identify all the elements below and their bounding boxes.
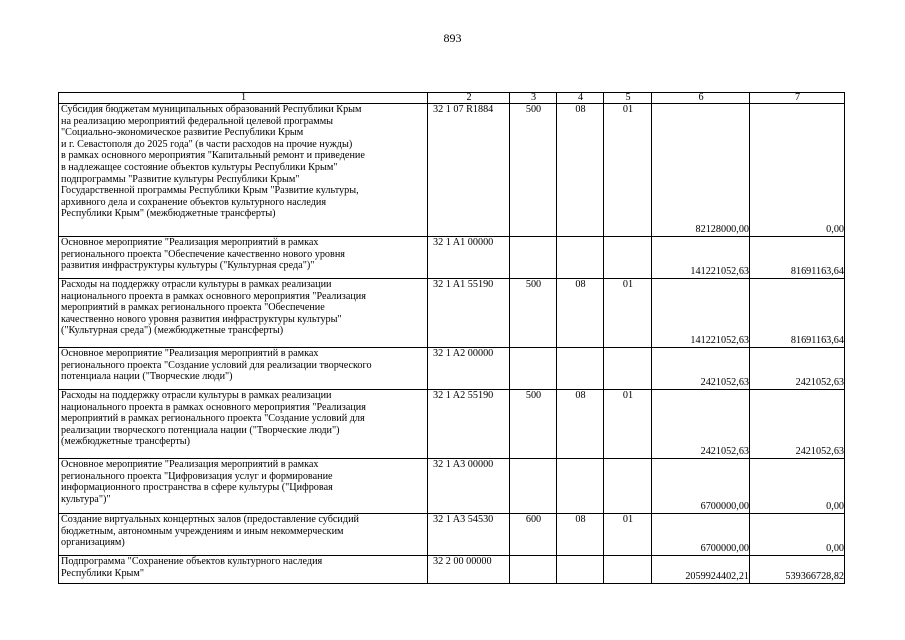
page-number: 893 xyxy=(443,31,462,45)
header-cell: 7 xyxy=(750,93,845,104)
row-col5 xyxy=(604,348,652,390)
row-code: 32 1 A3 00000 xyxy=(428,459,510,514)
row-code: 32 1 A3 54530 xyxy=(428,514,510,556)
row-col5: 01 xyxy=(604,279,652,348)
row-col6: 6700000,00 xyxy=(652,514,750,556)
row-col7: 2421052,63 xyxy=(750,348,845,390)
header-cell: 6 xyxy=(652,93,750,104)
row-col6: 82128000,00 xyxy=(652,104,750,237)
table-row xyxy=(59,104,845,237)
row-col3 xyxy=(510,237,557,279)
row-col3 xyxy=(510,556,557,584)
row-col5 xyxy=(604,459,652,514)
row-col7: 0,00 xyxy=(750,104,845,237)
row-col7: 539366728,82 xyxy=(750,556,845,584)
row-code: 32 1 A2 00000 xyxy=(428,348,510,390)
row-col6: 6700000,00 xyxy=(652,459,750,514)
header-cell: 4 xyxy=(557,93,604,104)
row-col3: 500 xyxy=(510,104,557,237)
row-code: 32 1 A1 00000 xyxy=(428,237,510,279)
header-cell: 5 xyxy=(604,93,652,104)
row-col5 xyxy=(604,556,652,584)
table-row xyxy=(59,556,845,584)
row-col4: 08 xyxy=(557,279,604,348)
row-name: Создание виртуальных концертных залов (предоставление субсидий бюджетным, автономным учреждениям и иным некоммерческим организациям) xyxy=(59,514,428,556)
row-col7: 81691163,64 xyxy=(750,237,845,279)
row-col3 xyxy=(510,459,557,514)
row-name: Основное мероприятие "Реализация мероприятий в рамках регионального проекта "Обеспечение качественно нового уровня развития инфраструктуры культуры ("Культурная среда")" xyxy=(59,237,428,279)
row-col7: 81691163,64 xyxy=(750,279,845,348)
row-name: Основное мероприятие "Реализация мероприятий в рамках регионального проекта "Создание условий для реализации творческого потенциала нации ("Творческие люди") xyxy=(59,348,428,390)
row-col3: 500 xyxy=(510,279,557,348)
header-cell: 1 xyxy=(59,93,428,104)
table-row xyxy=(59,279,845,348)
row-code: 32 2 00 00000 xyxy=(428,556,510,584)
row-col6: 2421052,63 xyxy=(652,348,750,390)
row-name: Субсидия бюджетам муниципальных образований Республики Крым на реализацию мероприятий федеральной целевой программы "Социально-экономическое развитие Республики Крым и г. Севастополя до 2025 года" (в части расходов на прочие нужды) в рамках основного мероприятия "Капитальный ремонт и приведение в надлежащее состояние объектов культуры Республики Крым" подпрограммы "Развитие культуры Республики Крым" Государственной программы Республики Крым "Развитие культуры, архивного дела и сохранение объектов культурного наследия Республики Крым" (межбюджетные трансферты) xyxy=(59,104,428,237)
row-col3: 600 xyxy=(510,514,557,556)
table-row xyxy=(59,459,845,514)
row-col7: 0,00 xyxy=(750,514,845,556)
row-name: Расходы на поддержку отрасли культуры в рамках реализации национального проекта в рамках основного мероприятия "Реализация мероприятий в рамках регионального проекта "Создание условий для реализации творческого потенциала нации ("Творческие люди") (межбюджетные трансферты) xyxy=(59,390,428,459)
row-col3 xyxy=(510,348,557,390)
row-code: 32 1 A2 55190 xyxy=(428,390,510,459)
row-code: 32 1 A1 55190 xyxy=(428,279,510,348)
table-row xyxy=(59,348,845,390)
row-col5: 01 xyxy=(604,104,652,237)
row-col7: 2421052,63 xyxy=(750,390,845,459)
row-col4: 08 xyxy=(557,104,604,237)
row-col4 xyxy=(557,237,604,279)
row-col5: 01 xyxy=(604,390,652,459)
row-col5 xyxy=(604,237,652,279)
row-name: Основное мероприятие "Реализация мероприятий в рамках регионального проекта "Цифровизация услуг и формирование информационного пространства в сфере культуры ("Цифровая культура")" xyxy=(59,459,428,514)
row-col4: 08 xyxy=(557,514,604,556)
row-col7: 0,00 xyxy=(750,459,845,514)
table-header-row xyxy=(59,93,845,104)
row-col6: 141221052,63 xyxy=(652,279,750,348)
row-col6: 141221052,63 xyxy=(652,237,750,279)
row-col6: 2059924402,21 xyxy=(652,556,750,584)
row-col4: 08 xyxy=(557,390,604,459)
budget-table xyxy=(58,92,845,584)
row-col4 xyxy=(557,459,604,514)
row-name: Расходы на поддержку отрасли культуры в рамках реализации национального проекта в рамках основного мероприятия "Реализация мероприятий в рамках регионального проекта "Обеспечение качественно нового уровня развития инфраструктуры культуры" ("Культурная среда") (межбюджетные трансферты) xyxy=(59,279,428,348)
header-cell: 2 xyxy=(428,93,510,104)
row-name: Подпрограмма "Сохранение объектов культурного наследия Республики Крым" xyxy=(59,556,428,584)
row-code: 32 1 07 R1884 xyxy=(428,104,510,237)
table-row xyxy=(59,514,845,556)
row-col3: 500 xyxy=(510,390,557,459)
row-col4 xyxy=(557,348,604,390)
row-col4 xyxy=(557,556,604,584)
table-row xyxy=(59,237,845,279)
table-row xyxy=(59,390,845,459)
header-cell: 3 xyxy=(510,93,557,104)
row-col5: 01 xyxy=(604,514,652,556)
row-col6: 2421052,63 xyxy=(652,390,750,459)
